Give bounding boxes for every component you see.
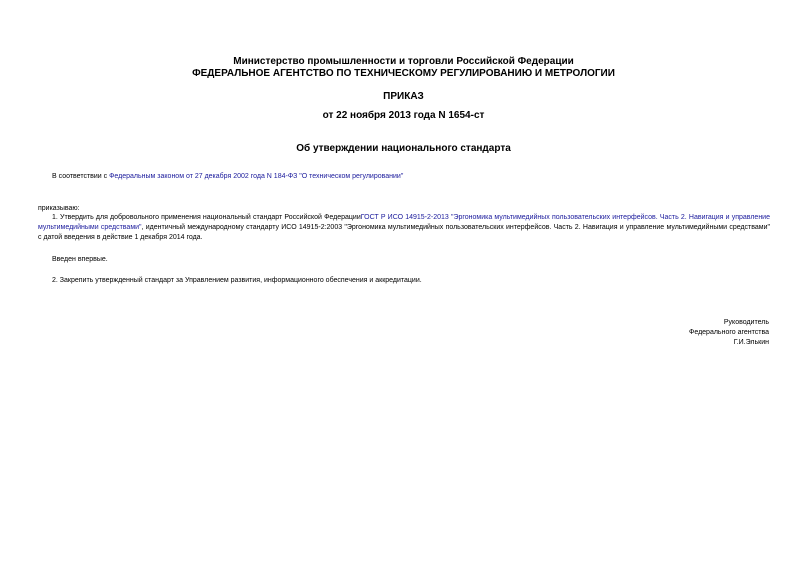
- preamble-prefix: В соответствии с: [52, 173, 110, 180]
- signature-block: [689, 318, 769, 348]
- preamble-paragraph: [52, 172, 772, 182]
- gost-standard-link[interactable]: ГОСТ Р ИСО 14915-2-2013 "Эргономика мультимедийных пользовательских интерфейсов. Часть 2. Навигация и управление мультимедийными средствами": [38, 214, 770, 231]
- item-1-suffix: , идентичный международному стандарту ИСО 14915-2:2003 "Эргономика мультимедийных пользовательских интерфейсов. Часть 2. Навигация и управление мультимедийными средствами" с датой введения в действие 1 декабря 2014 года.: [38, 224, 770, 241]
- document-subject: Об утверждении национального стандарта: [296, 143, 511, 154]
- item-1-prefix: 1. Утвердить для добровольного применения национальный стандарт Российской Федерации: [52, 214, 361, 221]
- federal-law-link[interactable]: Федеральным законом от 27 декабря 2002 года N 184-ФЗ "О техническом регулировании": [109, 173, 404, 180]
- document-type: ПРИКАЗ: [383, 91, 424, 102]
- agency-title: ФЕДЕРАЛЬНОЕ АГЕНТСТВО ПО ТЕХНИЧЕСКОМУ РЕГУЛИРОВАНИЮ И МЕТРОЛОГИИ: [192, 68, 615, 79]
- document-date-number: от 22 ноября 2013 года N 1654-ст: [322, 110, 485, 121]
- signature-position-line-2: Федерального агентства: [689, 329, 769, 336]
- signature-position-line-1: Руководитель: [723, 319, 769, 326]
- item-2-paragraph: 2. Закрепить утвержденный стандарт за Управлением развития, информационного обеспечения и аккредитации.: [52, 277, 422, 284]
- order-word: приказываю:: [38, 205, 80, 212]
- ministry-title: Министерство промышленности и торговли Российской Федерации: [233, 56, 574, 67]
- signature-name: Г.И.Элькин: [733, 339, 769, 346]
- item-1-paragraph: [38, 213, 770, 243]
- introduced-note: Введен впервые.: [52, 256, 108, 263]
